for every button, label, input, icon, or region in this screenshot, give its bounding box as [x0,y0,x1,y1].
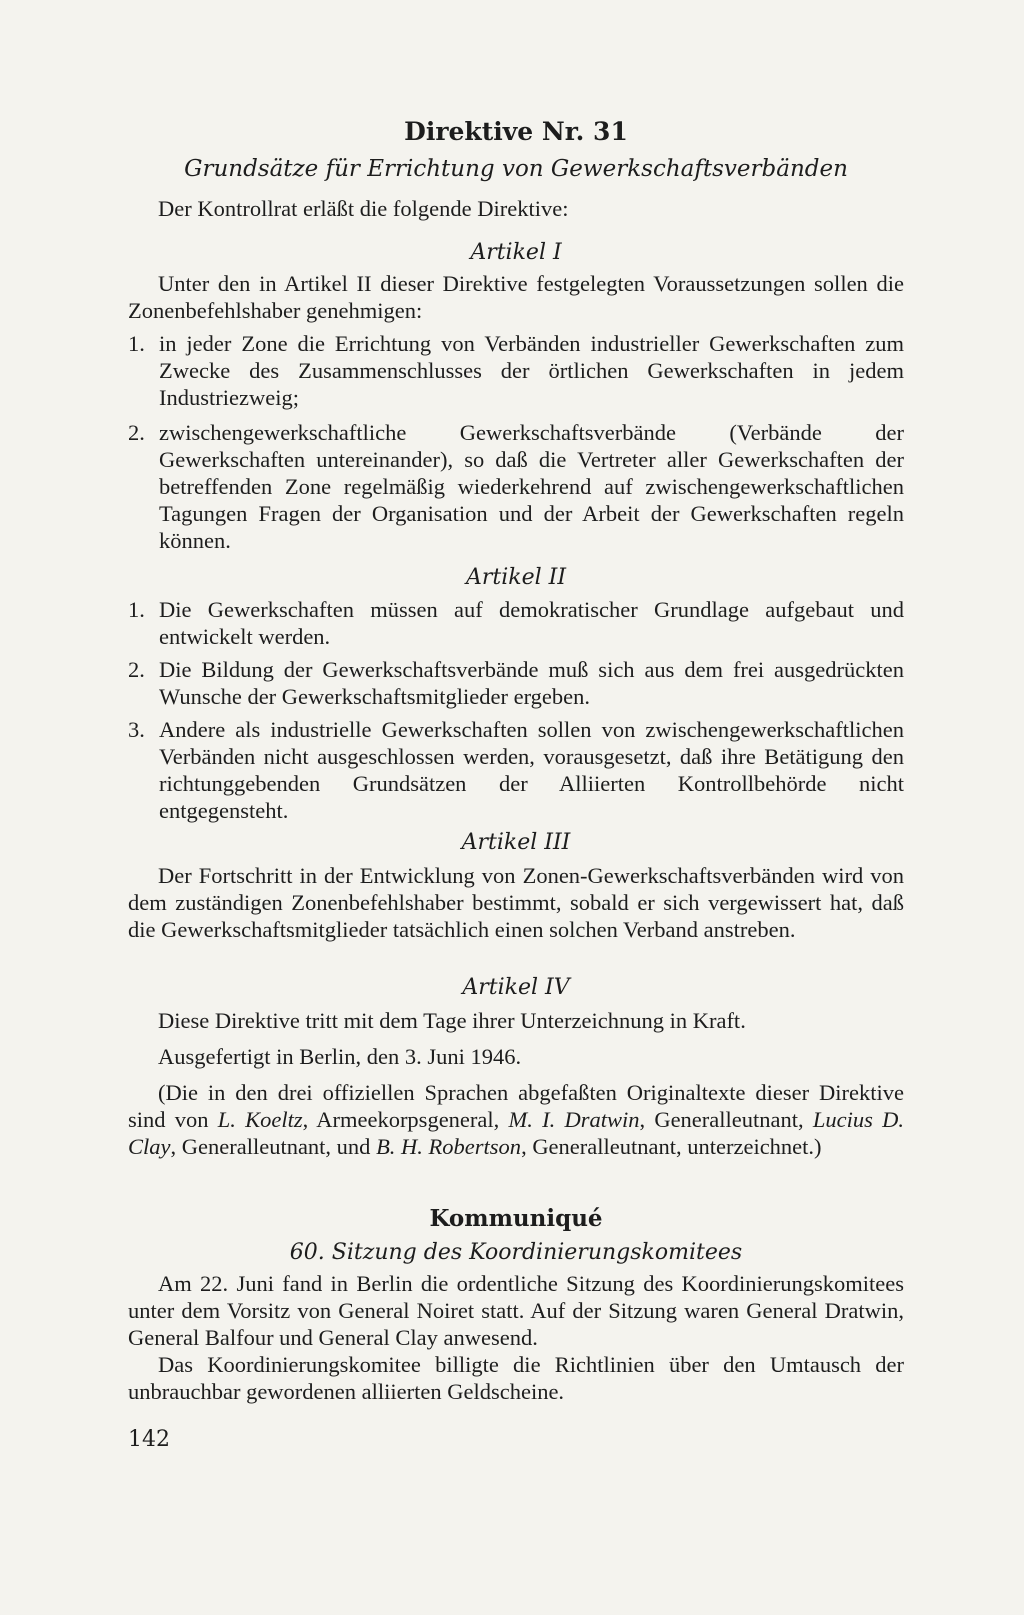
page-number: 142 [128,1427,170,1452]
item-number: 3. [128,717,145,742]
directive-intro: Der Kontrollrat erläßt die folgende Direktive: [158,196,569,221]
item-text: Die Gewerkschaften müssen auf demokratischer Grundlage aufgebaut und entwickelt werden. [159,597,904,649]
signatory-name: M. I. Dratwin [508,1107,640,1132]
signatory-name: Lucius D. Clay [128,1107,904,1159]
item-text: Andere als industrielle Gewerkschaften sollen von zwischengewerkschaftlichen Verbänden nicht ausgeschlossen werden, vorausgesetzt, daß ihre Betätigung den richtunggebenden Grundsätzen der Alliierten Kontrollbehörde nicht entgegensteht. [159,717,904,823]
article-3-heading: Artikel III [461,830,571,855]
article-2-item-1 [128,596,904,650]
communique-paragraph-2: Das Koordinierungskomitee billigte die Richtlinien über den Umtausch der unbrauchbar gewordenen alliierten Geldscheine. [128,1352,904,1404]
item-number: 2. [128,420,145,445]
article-4-text: Diese Direktive tritt mit dem Tage ihrer Unterzeichnung in Kraft. [158,1008,746,1033]
article-3-text: Der Fortschritt in der Entwicklung von Zonen-Gewerkschaftsverbänden wird von dem zuständigen Zonenbefehlshaber bestimmt, sobald er sich vergewissert hat, daß die Gewerkschaftsmitglieder tatsächlich einen solchen Verband anstreben. [128,863,904,942]
article-1-item-2 [128,419,904,554]
communique-paragraph-1: Am 22. Juni fand in Berlin die ordentliche Sitzung des Koordinierungskomitees unter dem Vorsitz von General Noiret statt. Auf der Sitzung waren General Dratwin, General Balfour und General Clay anwesend. [128,1271,904,1350]
signatures-text: , Generalleutnant, [639,1107,813,1132]
article-2-heading: Artikel II [465,565,567,590]
directive-title: Direktive Nr. 31 [404,117,628,146]
signatures-text: (Die in den drei offiziellen Sprachen abgefaßten Originaltexte dieser Direktive sind von [128,1080,904,1132]
item-text: zwischengewerkschaftliche Gewerkschaftsverbände (Verbände der Gewerkschaften untereinander), so daß die Vertreter aller Gewerkschaften der betreffenden Zone regelmäßig wiederkehrend auf zwischengewerkschaftlichen Tagungen Fragen der Organisation und der Arbeit der Gewerkschaften regeln können. [159,420,904,553]
communique-subtitle: 60. Sitzung des Koordinierungskomitees [289,1240,743,1265]
item-number: 1. [128,331,145,356]
signatures-text: , Generalleutnant, und [170,1134,377,1159]
directive-subtitle: Grundsätze für Errichtung von Gewerkschaftsverbänden [184,156,848,182]
article-1-intro: Unter den in Artikel II dieser Direktive festgelegten Voraussetzungen sollen die Zonenbefehlshaber genehmigen: [128,271,904,323]
article-2-item-3 [128,716,904,824]
item-text: in jeder Zone die Errichtung von Verbänden industrieller Gewerkschaften zum Zwecke des Zusammenschlusses der örtlichen Gewerkschaften in jedem Industriezweig; [159,331,904,410]
signatory-name: B. H. Robertson [376,1134,522,1159]
item-number: 2. [128,657,145,682]
article-1-heading: Artikel I [470,240,562,265]
signatures-paragraph [128,1079,904,1160]
communique-title: Kommuniqué [429,1205,603,1232]
item-number: 1. [128,597,145,622]
issued-line: Ausgefertigt in Berlin, den 3. Juni 1946. [158,1044,522,1069]
item-text: Die Bildung der Gewerkschaftsverbände muß sich aus dem frei ausgedrückten Wunsche der Gewerkschaftsmitglieder ergeben. [159,657,904,709]
signatures-text: , Generalleutnant, unterzeichnet.) [521,1134,822,1159]
article-1-item-1 [128,330,904,411]
article-2-item-2 [128,656,904,710]
signatures-text: , Armeekorpsgeneral, [302,1107,509,1132]
article-4-heading: Artikel IV [462,975,570,1000]
signatory-name: L. Koeltz [217,1107,303,1132]
